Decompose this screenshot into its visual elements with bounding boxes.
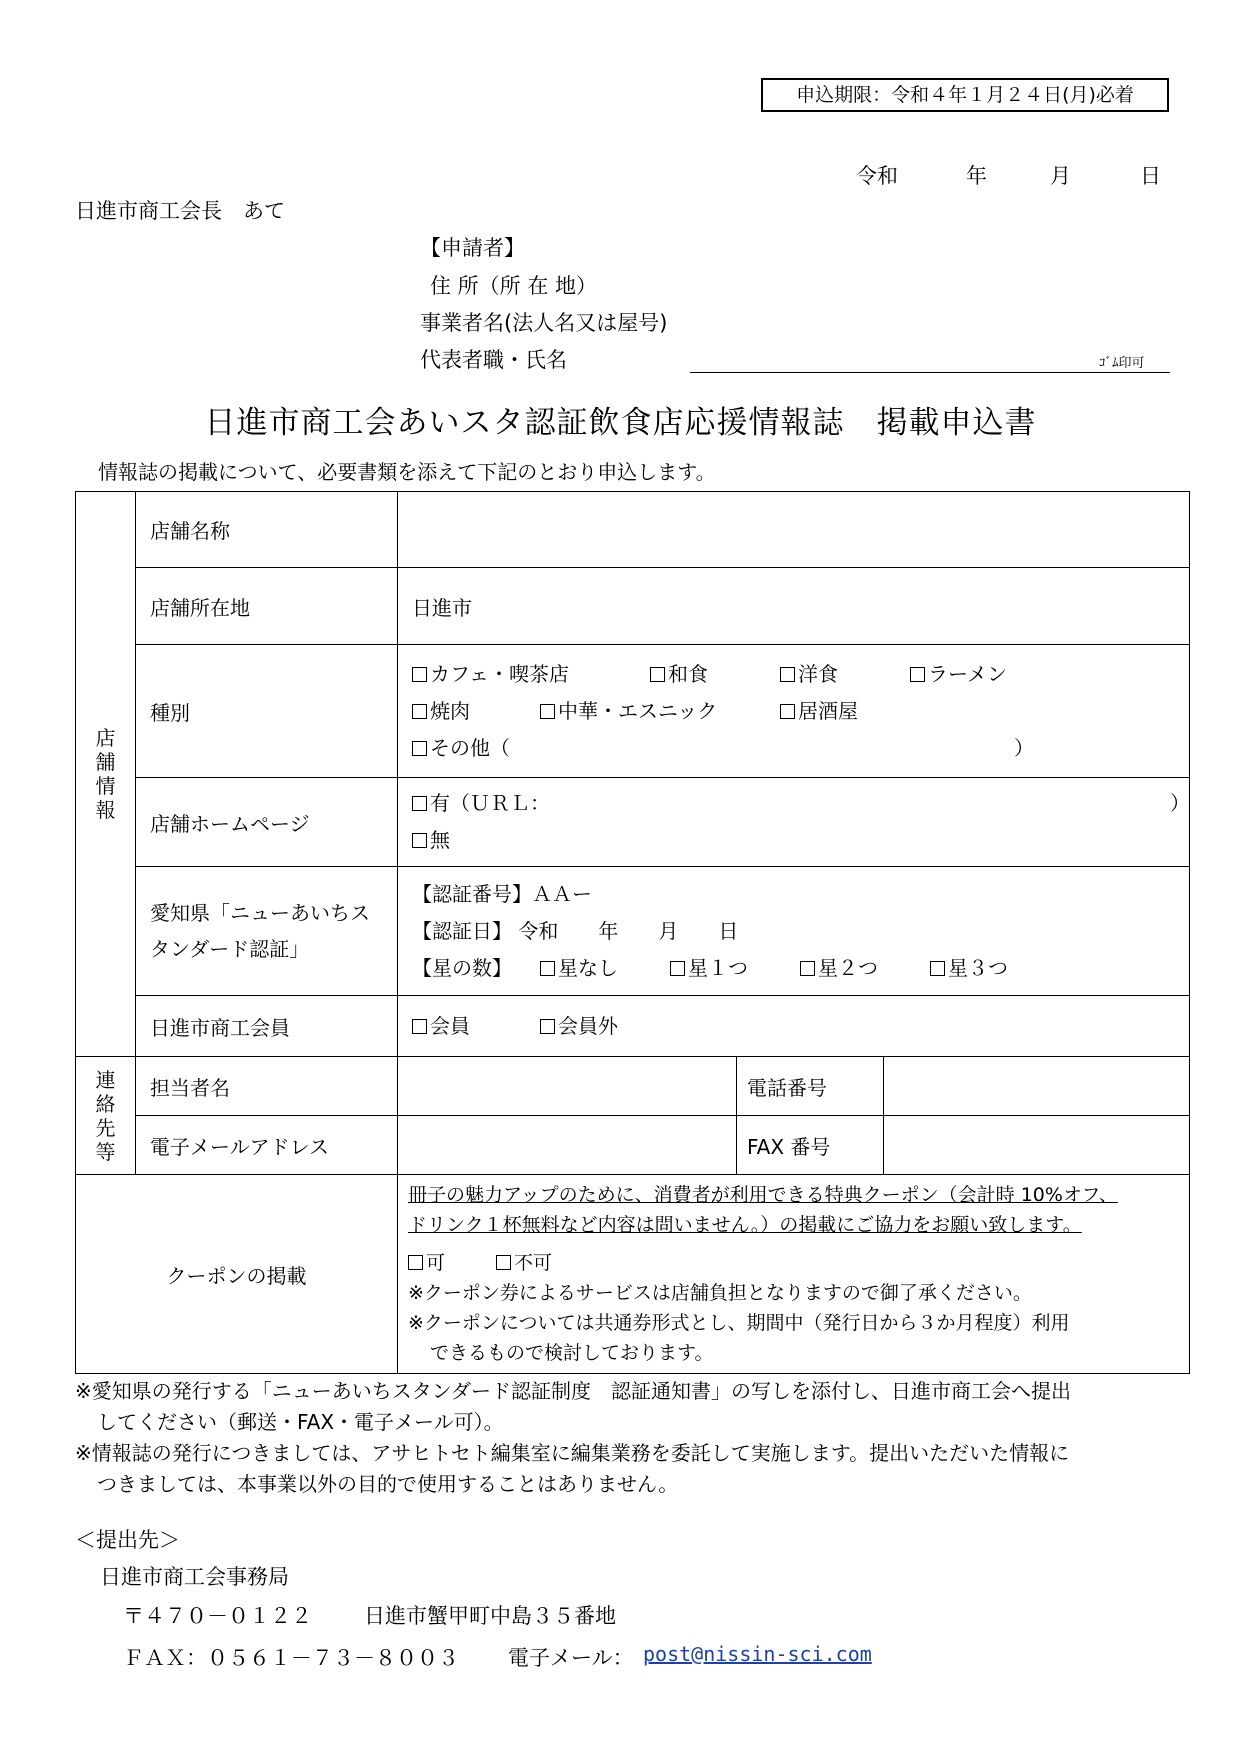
row-store-type (76, 645, 1190, 778)
certification-details (398, 867, 1190, 996)
store-type-label: 種別 (136, 645, 398, 778)
member-no-checkbox[interactable]: 会員外 (540, 1008, 618, 1045)
checkbox-icon (412, 1019, 427, 1034)
checkbox-icon (780, 667, 795, 682)
date-day: 日 (1140, 164, 1161, 188)
footnote-2: ※情報誌の発行につきましては、アサヒトセト編集室に編集業務を委託して実施します。提出いただいた情報に (75, 1441, 1070, 1465)
row-coupon (76, 1175, 1190, 1374)
applicant-heading: 【申請者】 (420, 236, 525, 260)
fax-label: FAX 番号 (737, 1116, 884, 1175)
stars-none-checkbox[interactable]: 星なし (540, 950, 618, 987)
submit-heading: ＜提出先＞ (75, 1528, 180, 1552)
row-membership (76, 996, 1190, 1057)
footnote-1: ※愛知県の発行する「ニューあいちスタンダード認証制度 認証通知書」の写しを添付し、日進市商工会へ提出 (75, 1379, 1071, 1403)
section-contact: 連絡先等 (76, 1057, 136, 1175)
application-form-table (75, 491, 1190, 1374)
submit-postal: 〒４７０－０１２２ (123, 1604, 312, 1628)
intro-text: 情報誌の掲載について、必要書類を添えて下記のとおり申込します。 (98, 460, 716, 484)
submit-office: 日進市商工会事務局 (100, 1565, 289, 1589)
applicant-rep-label: 代表者職・氏名 (420, 348, 567, 372)
row-store-homepage (76, 778, 1190, 867)
homepage-yes-checkbox[interactable]: 有（ＵＲＬ： (412, 785, 550, 822)
cert-date-field[interactable]: 【認証日】 令和 年 月 日 (412, 918, 739, 943)
coupon-note-1: ※クーポン券によるサービスは店舗負担となりますので御了承ください。 (408, 1282, 1032, 1304)
checkbox-icon (910, 667, 925, 682)
type-izakaya-checkbox[interactable]: 居酒屋 (780, 693, 858, 730)
page-title: 日進市商工会あいスタ認証飲食店応援情報誌 掲載申込書 (204, 405, 1037, 441)
submit-address: 日進市蟹甲町中島３５番地 (364, 1604, 616, 1628)
submit-fax: ＦＡＸ：０５６１－７３－８００３ (123, 1646, 459, 1670)
type-other-close: ） (1014, 735, 1034, 760)
submit-email-label: 電子メール： (508, 1646, 634, 1670)
checkbox-icon (800, 961, 815, 976)
coupon-details (398, 1175, 1190, 1374)
checkbox-icon (650, 667, 665, 682)
date-era: 令和 (856, 164, 898, 188)
type-ramen-checkbox[interactable]: ラーメン (910, 656, 1007, 693)
checkbox-icon (412, 741, 427, 756)
homepage-url-close: ） (1170, 791, 1190, 815)
checkbox-icon (780, 704, 795, 719)
fax-field[interactable] (884, 1116, 1190, 1175)
type-yakiniku-checkbox[interactable]: 焼肉 (412, 693, 470, 730)
type-washoku-checkbox[interactable]: 和食 (650, 656, 708, 693)
contact-person-field[interactable] (398, 1057, 737, 1116)
signature-line[interactable] (690, 372, 1170, 373)
date-month: 月 (1050, 164, 1071, 188)
type-chuka-checkbox[interactable]: 中華・エスニック (540, 693, 717, 730)
checkbox-icon (540, 961, 555, 976)
footnote-2-cont: つきましては、本事業以外の目的で使用することはありません。 (97, 1472, 679, 1496)
stars-three-checkbox[interactable]: 星３つ (930, 950, 1008, 987)
checkbox-icon (540, 1019, 555, 1034)
row-certification (76, 867, 1190, 996)
coupon-yes-checkbox[interactable]: 可 (408, 1248, 445, 1278)
footnote-1-cont: してください（郵送・FAX・電子メール可）。 (97, 1410, 504, 1434)
stars-label: 【星の数】 (412, 955, 512, 980)
checkbox-icon (930, 961, 945, 976)
checkbox-icon (412, 667, 427, 682)
phone-label: 電話番号 (737, 1057, 884, 1116)
addressee: 日進市商工会長 あて (75, 199, 285, 223)
membership-options (398, 996, 1190, 1057)
homepage-no-checkbox[interactable]: 無 (412, 822, 450, 859)
store-name-field[interactable] (398, 492, 1190, 568)
email-field[interactable] (398, 1116, 737, 1175)
coupon-no-checkbox[interactable]: 不可 (496, 1248, 552, 1278)
checkbox-icon (412, 704, 427, 719)
coupon-label: クーポンの掲載 (76, 1175, 398, 1374)
certification-label: 愛知県「ニューあいちス タンダード認証」 (136, 867, 398, 996)
type-cafe-checkbox[interactable]: カフェ・喫茶店 (412, 656, 569, 693)
date-year: 年 (966, 164, 987, 188)
submit-email-link[interactable]: post@nissin-sci.com (643, 1642, 872, 1666)
row-store-name (76, 492, 1190, 568)
store-type-options (398, 645, 1190, 778)
store-location-label: 店舗所在地 (136, 568, 398, 645)
stars-one-checkbox[interactable]: 星１つ (670, 950, 748, 987)
row-store-location (76, 568, 1190, 645)
cert-number-field[interactable]: 【認証番号】ＡＡー (412, 881, 592, 906)
store-homepage-label: 店舗ホームページ (136, 778, 398, 867)
checkbox-icon (408, 1255, 423, 1270)
coupon-note-3: できるもので検討しております。 (430, 1342, 714, 1364)
checkbox-icon (412, 796, 427, 811)
deadline-notice: 申込期限：令和４年１月２４日(月)必着 (761, 78, 1169, 112)
contact-person-label: 担当者名 (136, 1057, 398, 1116)
stamp-note: ｺﾞﾑ印可 (1099, 356, 1145, 371)
stars-two-checkbox[interactable]: 星２つ (800, 950, 878, 987)
row-contact-email (76, 1116, 1190, 1175)
store-homepage-options (398, 778, 1190, 867)
type-yoshoku-checkbox[interactable]: 洋食 (780, 656, 838, 693)
checkbox-icon (412, 833, 427, 848)
applicant-address-label: 住 所（所 在 地） (430, 274, 598, 298)
coupon-request-line-2: ドリンク１杯無料など内容は問いません。）の掲載にご協力をお願い致します。 (408, 1214, 1082, 1236)
coupon-request-line-1: 冊子の魅力アップのために、消費者が利用できる特典クーポン（会計時 10%オフ、 (408, 1184, 1118, 1206)
member-yes-checkbox[interactable]: 会員 (412, 1008, 470, 1045)
checkbox-icon (670, 961, 685, 976)
email-label: 電子メールアドレス (136, 1116, 398, 1175)
row-contact-person (76, 1057, 1190, 1116)
membership-label: 日進市商工会員 (136, 996, 398, 1057)
type-other-checkbox[interactable]: その他（ (412, 730, 510, 767)
section-store-info: 店舗情報 (76, 492, 136, 1057)
checkbox-icon (496, 1255, 511, 1270)
store-location-field[interactable]: 日進市 (398, 568, 1190, 645)
coupon-note-2: ※クーポンについては共通券形式とし、期間中（発行日から３か月程度）利用 (408, 1312, 1070, 1334)
phone-field[interactable] (884, 1057, 1190, 1116)
checkbox-icon (540, 704, 555, 719)
applicant-business-label: 事業者名(法人名又は屋号) (420, 311, 668, 335)
store-name-label: 店舗名称 (136, 492, 398, 568)
